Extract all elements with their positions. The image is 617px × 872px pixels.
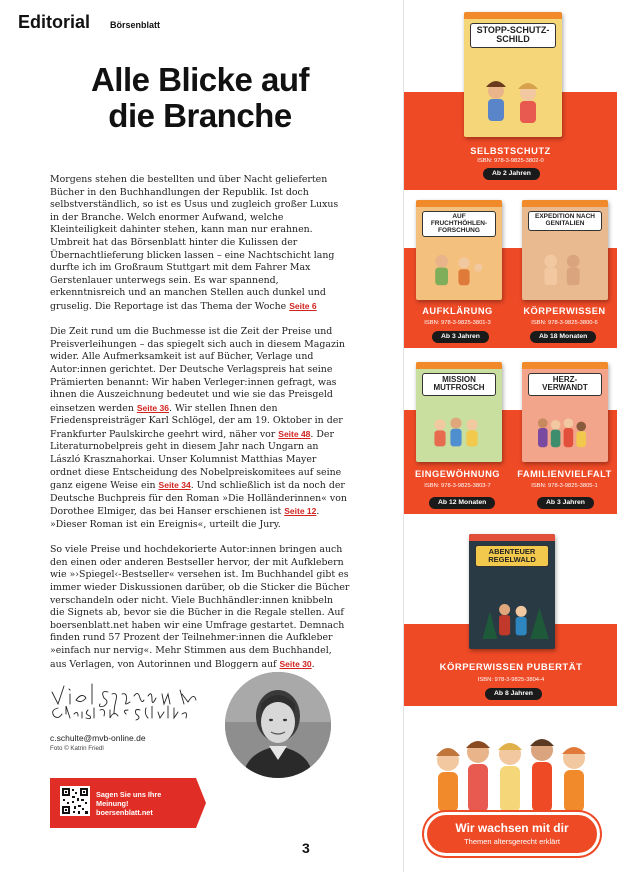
cta-line-2: Meinung! (96, 799, 129, 808)
book-isbn: ISBN: 978-3-9825-3803-7 (424, 483, 491, 489)
kids-illustration (477, 593, 551, 639)
paragraph-3-end: . (311, 658, 315, 670)
book-isbn: ISBN: 978-3-9825-3804-4 (477, 677, 545, 683)
page-ref-link[interactable]: Seite 36 (136, 402, 169, 413)
book-cover-koerperwissen[interactable] (522, 200, 608, 300)
feedback-banner[interactable] (50, 778, 206, 828)
photo-credit: Foto © Katrin Friedl (50, 745, 104, 752)
page-ref-link[interactable]: Seite 48 (278, 428, 311, 439)
book-isbn: ISBN: 978-3-9825-3805-1 (531, 483, 598, 489)
article-body (50, 174, 350, 684)
page-ref-link[interactable]: Seite 30 (279, 658, 312, 669)
book-cover-title: ABENTEUER REGELWALD (475, 545, 549, 567)
kids-illustration (530, 250, 594, 290)
age-pill: Ab 2 Jahren (483, 168, 540, 180)
paragraph-2 (50, 326, 350, 532)
kids-illustration (530, 412, 594, 452)
page-header (18, 12, 160, 33)
age-pill: Ab 18 Monaten (530, 331, 596, 343)
paragraph-3-text: So viele Preise und hochdekorierte Autor:innen bringen auch den einen oder anderen Bestseller hervor, der mit Aufklebern wie »›Spiegel‹-Bestseller« versehen ist. Im Buchhandel gibt es immer wieder Diskussionen darüber, ob die Sticker die Bücher verschandeln oder nicht. Viele Buchhändler:innen knibbeln die Signets ab, bevor sie die Bücher in die Regale stellen. Auf boersenblatt.net haben wir eine Umfrage gestartet. Demnach finden rund 57 Prozent der Teilnehmer:innen die Aufkleber »einfach nur nervig«. Mehr Stimmen aus dem Buchhandel, aus Verlagen, von Autorinnen und Bloggern auf (50, 544, 350, 670)
kids-illustration (472, 77, 552, 127)
section-title: Editorial (18, 12, 91, 32)
paragraph-2-text-b: . Wir stellen Ihnen den Friedenspreisträger Karl Schlögel, der am 19. Oktober in der Frankfurter Paulskirche geehrt wird, näher vor (50, 402, 343, 440)
page-number: 3 (302, 840, 310, 856)
book-advertisement (403, 0, 617, 872)
paragraph-2-text-d: . Und schließlich ist da noch der Deutsche Buchpreis für den Roman »Die Holländerinnen« von Dorothee Elmiger, das bei Hanser erschienen ist (50, 480, 347, 518)
book-cover-pubertaet[interactable] (469, 534, 555, 649)
cta-url[interactable]: boersenblatt.net (96, 808, 153, 817)
handwritten-signature (48, 680, 218, 724)
book-label: KÖRPERWISSEN PUBERTÄT (439, 662, 583, 673)
feedback-text (96, 790, 196, 817)
book-label: SELBSTSCHUTZ (470, 146, 551, 156)
paragraph-3 (50, 544, 350, 671)
magazine-name: Börsenblatt (110, 20, 161, 30)
headline-line-1: Alle Blicke auf (90, 61, 310, 98)
age-pill: Ab 3 Jahren (432, 331, 489, 343)
slogan-badge (424, 812, 600, 856)
book-cover-title: AUF FRUCHTHÖHLEN-FORSCHUNG (422, 211, 496, 237)
paragraph-1-text: Morgens stehen die bestellten und über Nacht gelieferten Bücher in den Buchhandlungen der Republik. Ist doch selbstverständlich, so ist es Usus und zugleich großer Luxus in der Branche. Welch enormer Aufwand, welche Kleinteiligkeit dahinter stehen, kann man nur erahnen. Umbreit hat das Börsenblatt hinter die Kulissen der Übernachtlieferung blicken lassen – eine Nachtschicht lang durfte ich im Großraum Stuttgart mit dem Fahrer Max Gerstenlauer unterwegs sein. Es war spannend, erkenntnisreich und an manchen Stellen auch dunkel und gruselig. Die Reportage ist das Thema der Woche (50, 174, 339, 312)
slogan-sub: Themen altersgerecht erklärt (464, 837, 560, 846)
slogan-main: Wir wachsen mit dir (455, 821, 569, 835)
age-pill: Ab 12 Monaten (429, 497, 495, 509)
book-label: EINGEWÖHNUNG (414, 469, 501, 479)
book-cover-familienvielfalt[interactable] (522, 362, 608, 462)
author-portrait (225, 672, 331, 778)
book-cover-selbstschutz[interactable] (464, 12, 562, 137)
book-isbn: ISBN: 978-3-9825-3802-0 (477, 158, 544, 164)
kids-illustration (424, 412, 488, 452)
paragraph-1 (50, 174, 350, 314)
children-group-illustration (426, 730, 596, 822)
book-cover-title: STOPP-SCHUTZ-SCHILD (470, 23, 556, 48)
cta-line-1: Sagen Sie uns Ihre (96, 790, 162, 799)
headline-line-2: die Branche (108, 97, 292, 134)
paragraph-2-text-c: . Der Literaturnobelpreis geht in diesem Jahr nach Ungarn an László Krasznahorkai. Unser Kolumnist Matthias Mayer ordnet diese Entscheidung des Nobelpreiskomitees auf seine ganz eigene Weise ein (50, 428, 342, 492)
book-label: AUFKLÄRUNG (422, 306, 493, 316)
book-cover-title: HERZ-VERWANDT (528, 373, 602, 396)
page-ref-link[interactable]: Seite 6 (289, 300, 317, 311)
qr-code-icon[interactable] (60, 786, 90, 816)
age-pill: Ab 8 Jahren (485, 688, 542, 700)
book-cover-eingewoehnung[interactable] (416, 362, 502, 462)
book-isbn: ISBN: 978-3-9825-3801-3 (424, 320, 491, 326)
book-cover-title: MISSION MUTFROSCH (422, 373, 496, 396)
book-label: FAMILIENVIELFALT (517, 469, 612, 479)
age-pill: Ab 3 Jahren (537, 497, 594, 509)
page-ref-link[interactable]: Seite 34 (158, 480, 191, 491)
book-cover-title: EXPEDITION NACH GENITALIEN (528, 211, 602, 231)
book-isbn: ISBN: 978-3-9825-3800-6 (531, 320, 598, 326)
paragraph-2-text-e: . »Dieser Roman ist ein Ereignis«, urteilt die Jury. (50, 506, 320, 531)
paragraph-2-text-a: Die Zeit rund um die Buchmesse ist die Zeit der Preise und Preisverleihungen – das spiegelt sich auch in diesem Magazin wider. Alle Aufmerksamkeit ist auf Bücher, Verlage und Autor:innen gerichtet. Der Deutsche Verlagspreis hat seine Prämierten benannt: Wir haben Verleger:innen gefragt, was ihnen die Auszeichnung bedeutet und wie sie das Preisgeld einsetzen werden (50, 326, 345, 414)
author-email[interactable]: c.schulte@mvb-online.de (50, 733, 146, 743)
page-ref-link[interactable]: Seite 12 (284, 506, 317, 517)
headline (40, 62, 360, 134)
book-cover-aufklaerung[interactable] (416, 200, 502, 300)
book-label: KÖRPERWISSEN (523, 306, 606, 316)
kids-illustration (424, 250, 488, 290)
